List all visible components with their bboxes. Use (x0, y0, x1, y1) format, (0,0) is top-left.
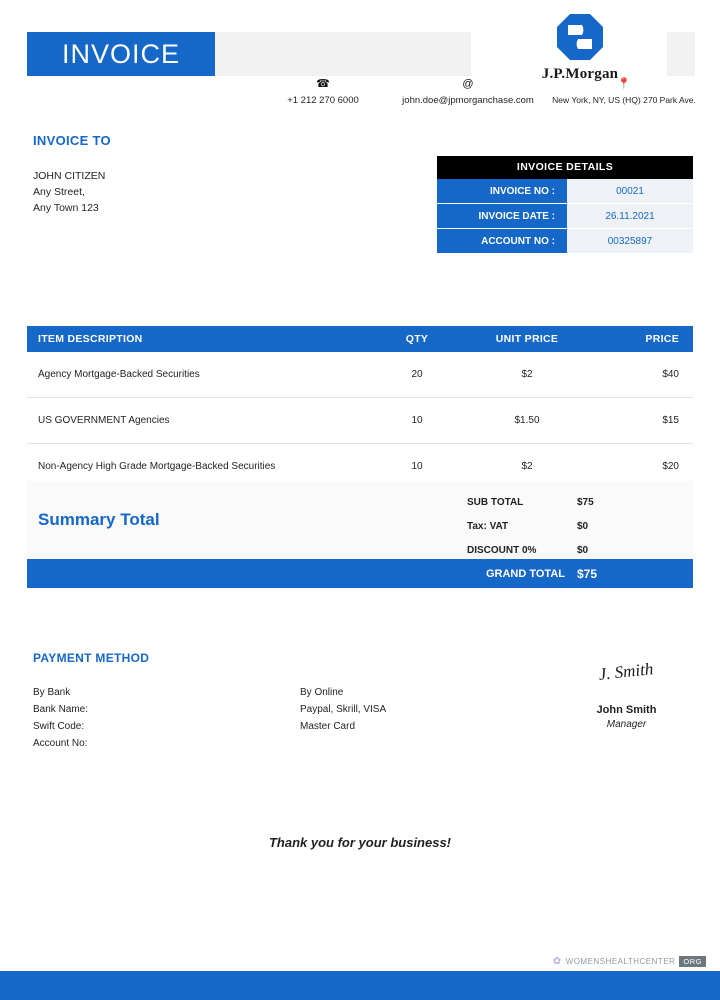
summary-lines (467, 481, 693, 559)
grand-total-label: GRAND TOTAL (485, 567, 565, 580)
invoice-title-text: INVOICE (61, 38, 181, 69)
discount-value: $0 (577, 544, 589, 556)
invoice-date-value: 26.11.2021 (567, 204, 693, 228)
item-unit-price: $2 (521, 461, 533, 472)
contact-email (388, 78, 548, 106)
invoice-no-value: 00021 (567, 179, 693, 203)
item-qty: 10 (411, 461, 423, 472)
flower-icon: ✿ (552, 956, 562, 967)
header-unit-price: UNIT PRICE (495, 333, 559, 345)
contact-email-text: john.doe@jpmorganchase.com (402, 95, 534, 106)
watermark-badge: ORG (679, 956, 706, 967)
payment-by-bank: By Bank (33, 687, 71, 698)
summary-line (467, 514, 693, 538)
summary-line (467, 538, 693, 562)
location-pin-icon: 📍 (617, 78, 631, 90)
signature-icon: J. Smith (597, 659, 655, 684)
signer-role: Manager (606, 719, 647, 730)
item-price: $40 (662, 369, 679, 380)
invoice-to-block (33, 168, 105, 216)
invoice-details-heading: INVOICE DETAILS (437, 156, 693, 179)
grand-total-value: $75 (577, 566, 598, 581)
payment-bank-block (33, 684, 88, 752)
sub-total-value: $75 (577, 496, 594, 508)
payment-bank-name: Bank Name: (33, 704, 89, 715)
grand-total-bar (27, 559, 693, 588)
at-icon: @ (462, 78, 474, 90)
invoice-title-banner (27, 32, 215, 76)
header-qty: QTY (405, 333, 429, 345)
contact-address (540, 78, 708, 106)
discount-label: DISCOUNT 0% (467, 544, 537, 556)
contact-phone-text: +1 212 270 6000 (287, 95, 359, 106)
sub-total-label: SUB TOTAL (467, 496, 524, 508)
items-table-header (27, 326, 693, 352)
invoice-to-title: INVOICE TO (33, 133, 111, 148)
invoice-no-label: INVOICE NO : (489, 185, 555, 197)
item-unit-price: $1.50 (514, 415, 540, 426)
payment-master-card: Master Card (300, 721, 356, 732)
client-address-line-2: Any Town 123 (33, 202, 99, 214)
item-description: US GOVERNMENT Agencies (38, 415, 170, 426)
client-address-line-1: Any Street, (33, 186, 85, 198)
invoice-date-label: INVOICE DATE : (478, 210, 555, 222)
invoice-details-row (437, 204, 693, 229)
item-price: $15 (662, 415, 679, 426)
contact-phone (258, 78, 388, 106)
payment-method-title: PAYMENT METHOD (33, 651, 150, 665)
account-no-value: 00325897 (567, 229, 693, 253)
watermark (553, 956, 706, 967)
jpmorgan-octagon-icon (557, 14, 603, 60)
item-description: Agency Mortgage-Backed Securities (38, 369, 200, 380)
footer-bar (0, 971, 720, 1000)
header-item-description: ITEM DESCRIPTION (38, 333, 143, 345)
payment-by-online: By Online (300, 687, 344, 698)
items-table (27, 326, 693, 490)
invoice-details-row (437, 229, 693, 254)
account-no-label: ACCOUNT NO : (481, 235, 555, 247)
item-qty: 20 (411, 369, 423, 380)
payment-online-block (300, 684, 386, 735)
watermark-text: WOMENSHEALTHCENTER (565, 957, 676, 966)
item-qty: 10 (411, 415, 423, 426)
tax-value: $0 (577, 520, 589, 532)
company-logo (528, 14, 632, 83)
payment-online-options: Paypal, Skrill, VISA (300, 704, 387, 715)
payment-account-no: Account No: (33, 738, 88, 749)
contact-address-text: New York, NY, US (HQ) 270 Park Ave. (552, 95, 696, 105)
summary-title: Summary Total (38, 510, 160, 529)
signer-name: John Smith (596, 704, 657, 716)
item-description: Non-Agency High Grade Mortgage-Backed Securities (38, 461, 276, 472)
header-price: PRICE (645, 333, 679, 345)
invoice-header (0, 0, 720, 118)
item-price: $20 (662, 461, 679, 472)
header-grey-bar-right (667, 32, 695, 76)
client-name: JOHN CITIZEN (33, 170, 106, 182)
phone-icon: ☎ (316, 78, 330, 90)
item-unit-price: $2 (521, 369, 533, 380)
invoice-details-box (437, 156, 693, 254)
table-row (27, 352, 693, 398)
summary-section (27, 481, 693, 588)
summary-line (467, 490, 693, 514)
table-row (27, 398, 693, 444)
header-grey-bar (215, 32, 471, 76)
tax-label: Tax: VAT (467, 520, 509, 532)
payment-swift-code: Swift Code: (33, 721, 85, 732)
contact-row (0, 78, 720, 114)
signature-block (560, 659, 693, 730)
invoice-details-row (437, 179, 693, 204)
summary-body (27, 481, 693, 559)
company-name: J.P.Morgan (541, 66, 619, 82)
thank-you-note: Thank you for your business! (268, 835, 452, 850)
